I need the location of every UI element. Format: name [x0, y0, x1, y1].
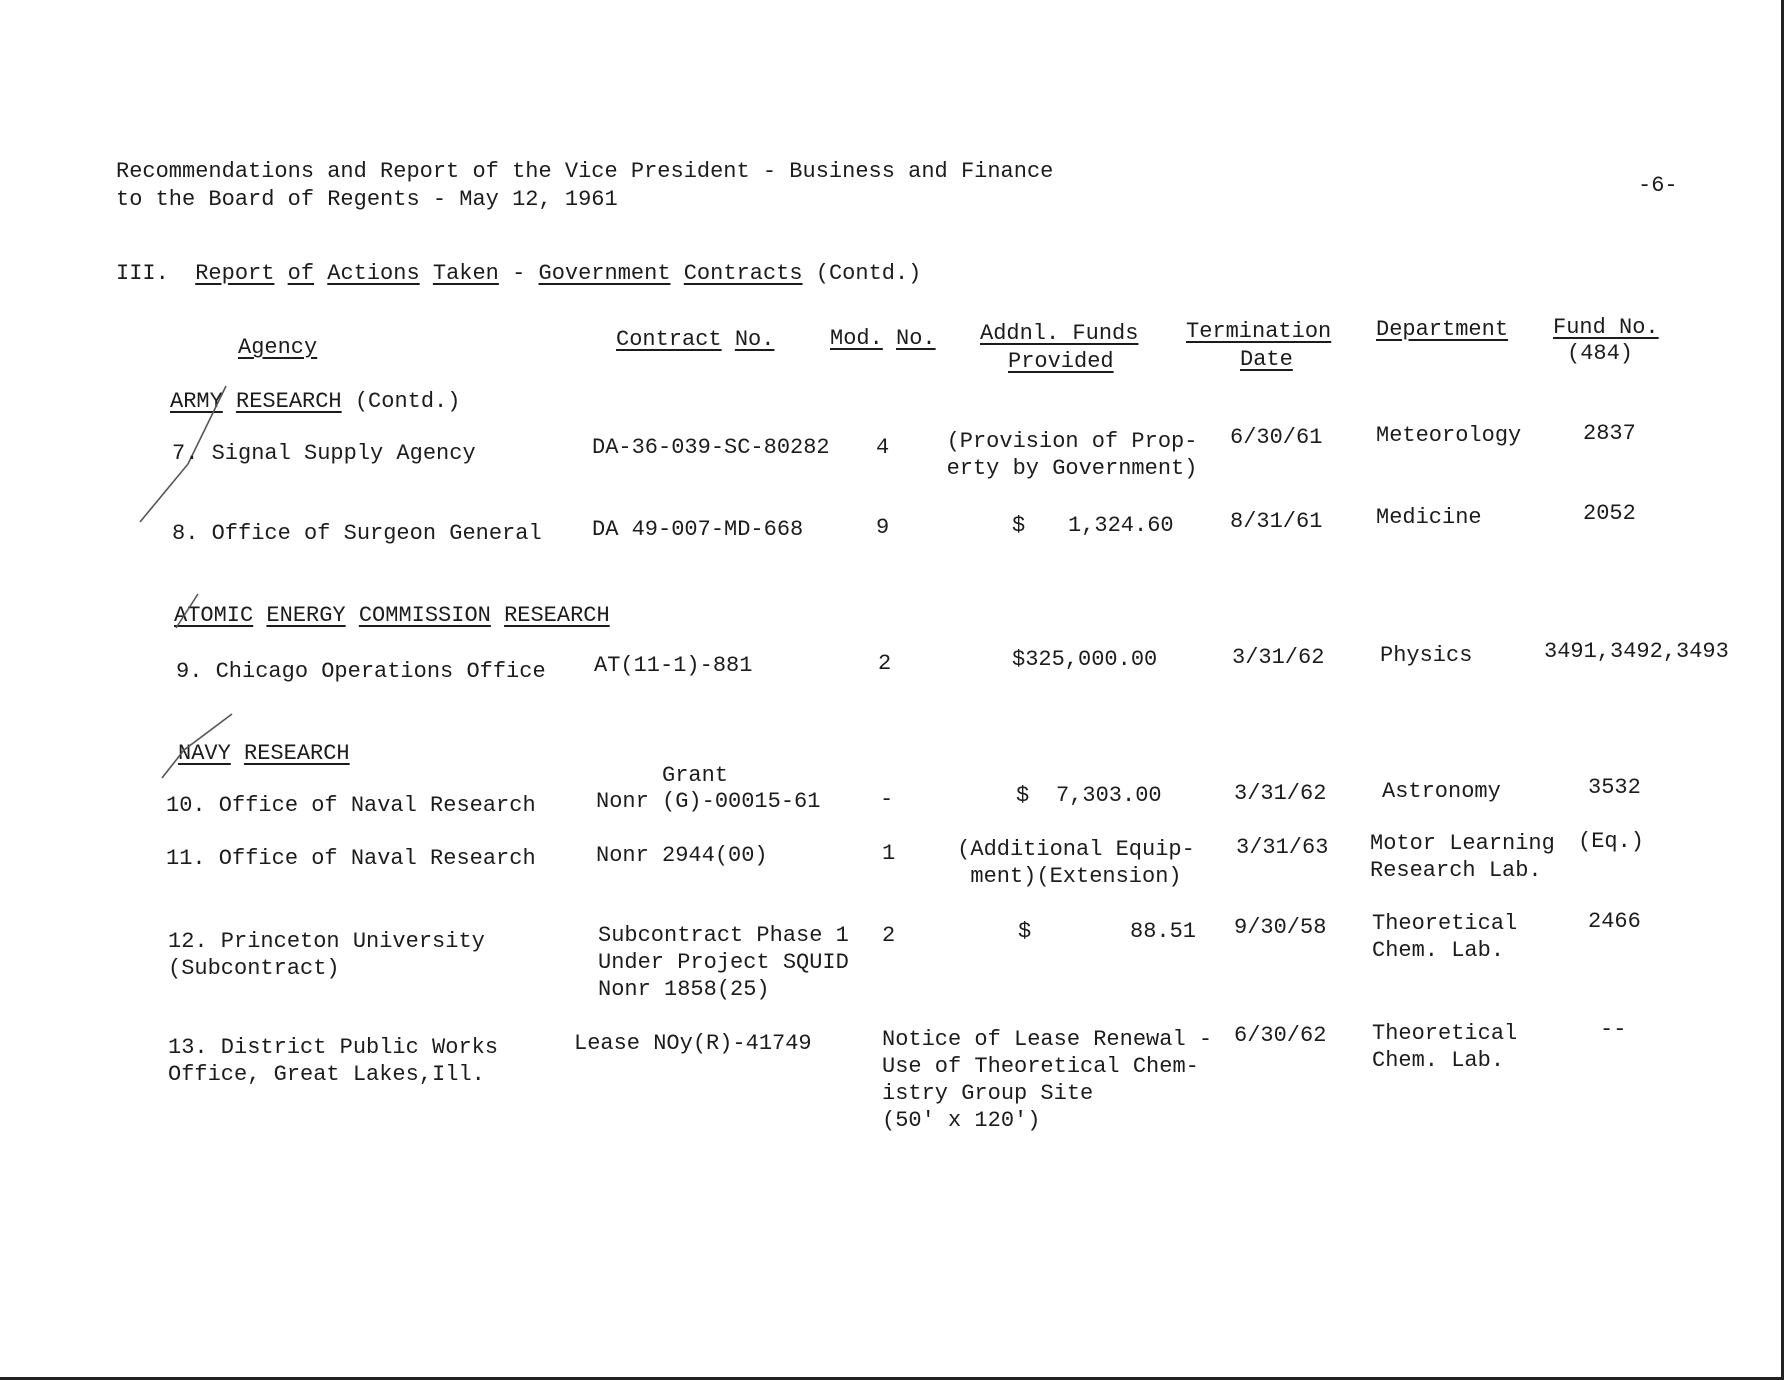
column-header-fund-no-line2: (484) — [1567, 341, 1634, 366]
row-10-funds-symbol: $ — [1016, 783, 1030, 808]
column-header-funds-line2: Provided — [1008, 349, 1114, 374]
row-10-agency: 10. Office of Naval Research — [166, 793, 536, 818]
row-12-funds: 88.51 — [1130, 919, 1197, 944]
column-header-fund-no: Fund No. — [1553, 315, 1659, 340]
row-13-contract: Lease NOy(R)-41749 — [574, 1031, 812, 1056]
row-11-agency: 11. Office of Naval Research — [166, 846, 536, 871]
row-9-agency: 9. Chicago Operations Office — [176, 659, 546, 684]
row-9-fund-no: 3491,3492,3493 — [1544, 639, 1729, 664]
column-header-agency: Agency — [238, 335, 318, 360]
handwritten-check-mark — [168, 592, 208, 632]
row-8-contract: DA 49-007-MD-668 — [592, 517, 804, 542]
row-12-fund-no: 2466 — [1588, 909, 1641, 934]
row-11-department: Motor Learning Research Lab. — [1370, 831, 1555, 883]
row-11-contract: Nonr 2944(00) — [596, 843, 768, 868]
row-10-termination: 3/31/62 — [1234, 781, 1327, 806]
column-header-contract-no: Contract No. — [616, 327, 775, 352]
row-7-contract: DA-36-039-SC-80282 — [592, 435, 830, 460]
row-8-agency: 8. Office of Surgeon General — [172, 521, 542, 546]
row-13-agency: 13. District Public Works Office, Great Lakes,Ill. — [168, 1035, 499, 1087]
row-7-agency: 7. Signal Supply Agency — [172, 441, 476, 466]
row-13-fund-no: -- — [1600, 1017, 1627, 1042]
section-title-word: Government — [538, 261, 671, 286]
row-13-funds: Notice of Lease Renewal - Use of Theoretical Chem- istry Group Site (50' x 120') — [882, 1027, 1213, 1133]
row-13-termination: 6/30/62 — [1234, 1023, 1327, 1048]
row-7-fund-no: 2837 — [1583, 421, 1636, 446]
row-8-funds: 1,324.60 — [1068, 513, 1174, 538]
column-header-mod-no: Mod. No. — [830, 326, 936, 351]
group-heading-navy: NAVY RESEARCH — [178, 741, 350, 766]
row-10-contract-label: Grant — [662, 763, 729, 788]
row-12-contract: Subcontract Phase 1 Under Project SQUID Nonr 1858(25) — [598, 923, 849, 1002]
column-header-termination: Termination — [1186, 319, 1332, 344]
row-10-funds: 7,303.00 — [1056, 783, 1162, 808]
row-7-termination: 6/30/61 — [1230, 425, 1323, 450]
row-8-mod: 9 — [876, 515, 890, 540]
row-10-department: Astronomy — [1382, 779, 1501, 804]
row-12-termination: 9/30/58 — [1234, 915, 1327, 940]
section-title-dash: - — [512, 261, 526, 286]
section-title-word: Contracts — [683, 261, 803, 286]
row-11-termination: 3/31/63 — [1236, 835, 1329, 860]
row-12-mod: 2 — [882, 923, 896, 948]
group-heading-aec: ATOMIC ENERGY COMMISSION RESEARCH — [174, 603, 610, 628]
page-number: -6- — [1638, 173, 1678, 198]
row-9-department: Physics — [1380, 643, 1473, 668]
column-header-termination-line2: Date — [1240, 347, 1293, 372]
row-10-contract: Nonr (G)-00015-61 — [596, 789, 821, 814]
row-7-funds: (Provision of Prop- erty by Government) — [946, 429, 1198, 481]
row-9-funds: $325,000.00 — [1012, 647, 1158, 672]
section-title-suffix: (Contd.) — [815, 261, 922, 286]
row-8-department: Medicine — [1376, 505, 1482, 530]
section-title-word: Report — [195, 261, 275, 286]
row-11-mod: 1 — [882, 841, 896, 866]
section-title-word: Actions — [327, 261, 420, 286]
row-12-funds-symbol: $ — [1018, 919, 1032, 944]
row-10-fund-no: 3532 — [1588, 775, 1641, 800]
row-9-mod: 2 — [878, 651, 892, 676]
row-7-mod: 4 — [876, 435, 890, 460]
group-heading-army: ARMY RESEARCH (Contd.) — [170, 389, 461, 414]
section-title — [116, 260, 921, 287]
row-11-fund-no: (Eq.) — [1578, 829, 1645, 854]
row-11-funds: (Additional Equip- ment)(Extension) — [957, 837, 1195, 889]
row-10-mod: - — [880, 787, 894, 812]
section-title-word: Taken — [432, 261, 499, 286]
row-9-contract: AT(11-1)-881 — [594, 653, 753, 678]
column-header-funds: Addnl. Funds — [980, 321, 1139, 346]
row-13-department: Theoretical Chem. Lab. — [1372, 1021, 1518, 1073]
row-8-fund-no: 2052 — [1583, 501, 1636, 526]
row-7-department: Meteorology — [1376, 423, 1522, 448]
row-9-termination: 3/31/62 — [1232, 645, 1325, 670]
row-12-agency: 12. Princeton University (Subcontract) — [168, 929, 485, 981]
handwritten-check-mark — [158, 712, 238, 782]
row-12-department: Theoretical Chem. Lab. — [1372, 911, 1518, 963]
section-title-word: of — [287, 261, 315, 286]
section-roman: III. — [116, 261, 169, 286]
row-8-termination: 8/31/61 — [1230, 509, 1323, 534]
document-header-line-1: Recommendations and Report of the Vice President - Business and Finance — [116, 159, 1054, 184]
document-header-line-2: to the Board of Regents - May 12, 1961 — [116, 187, 618, 212]
column-header-department: Department — [1376, 317, 1509, 342]
row-8-funds-symbol: $ — [1012, 513, 1026, 538]
